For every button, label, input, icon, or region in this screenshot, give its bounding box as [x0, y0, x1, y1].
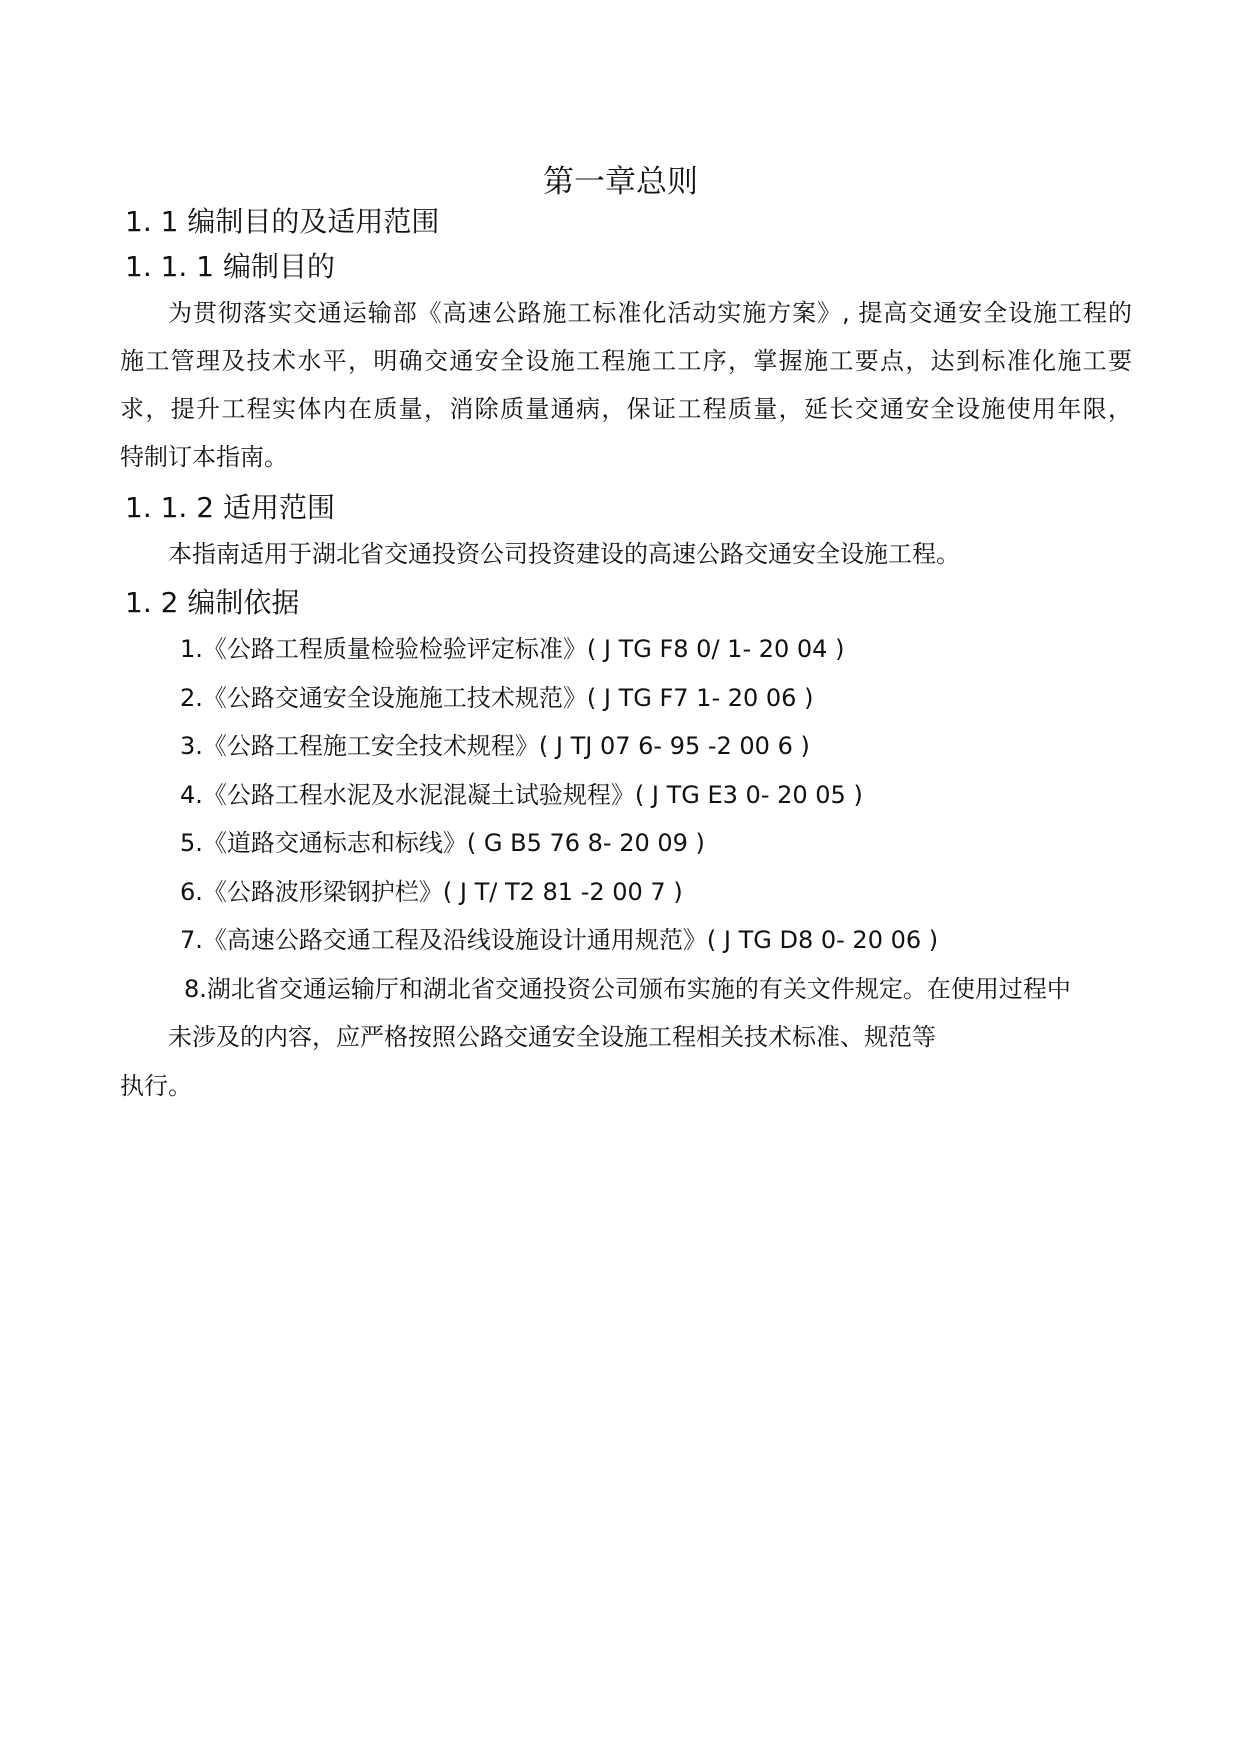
purpose-paragraph-line-1: 为贯彻落实交通运输部《高速公路施工标准化活动实施方案》, 提高交通安全设施工程的	[168, 299, 1132, 327]
reference-item-1: 1.《公路工程质量检验检验评定标准》( J TG F8 0/ 1- 20 04 )	[180, 635, 845, 663]
reference-item-4: 4.《公路工程水泥及水泥混凝土试验规程》( J TG E3 0- 20 05 )	[180, 781, 863, 809]
purpose-paragraph-line-2: 施工管理及技术水平，明确交通安全设施工程施工工序，掌握施工要点，达到标准化施工要	[120, 347, 1132, 375]
reference-item-2: 2.《公路交通安全设施施工技术规范》( J TG F7 1- 20 06 )	[180, 684, 814, 712]
section-heading-1-1-2: 1. 1. 2 适用范围	[125, 491, 335, 524]
reference-item-8-line-3: 执行。	[120, 1072, 192, 1100]
section-heading-1-1-1: 1. 1. 1 编制目的	[125, 250, 335, 283]
reference-item-3: 3.《公路工程施工安全技术规程》( J TJ 07 6- 95 -2 00 6 )	[180, 732, 810, 760]
reference-item-7: 7.《高速公路交通工程及沿线设施设计通用规范》( J TG D8 0- 20 06 )	[180, 926, 939, 954]
scope-paragraph: 本指南适用于湖北省交通投资公司投资建设的高速公路交通安全设施工程。	[168, 540, 960, 568]
purpose-paragraph-line-4: 特制订本指南。	[120, 443, 288, 471]
reference-item-8-line-2: 未涉及的内容，应严格按照公路交通安全设施工程相关技术标准、规范等	[168, 1023, 936, 1051]
section-heading-1-2: 1. 2 编制依据	[125, 586, 300, 619]
section-heading-1-1: 1. 1 编制目的及适用范围	[125, 205, 440, 238]
reference-item-6: 6.《公路波形梁钢护栏》( J T/ T2 81 -2 00 7 )	[180, 878, 683, 906]
purpose-paragraph-line-3: 求，提升工程实体内在质量，消除质量通病，保证工程质量，延长交通安全设施使用年限，	[120, 395, 1132, 423]
chapter-title: 第一章总则	[543, 164, 698, 200]
reference-item-8-line-1: 8.湖北省交通运输厅和湖北省交通投资公司颁布实施的有关文件规定。在使用过程中	[184, 975, 1071, 1003]
reference-item-5: 5.《道路交通标志和标线》( G B5 76 8- 20 09 )	[180, 829, 705, 857]
